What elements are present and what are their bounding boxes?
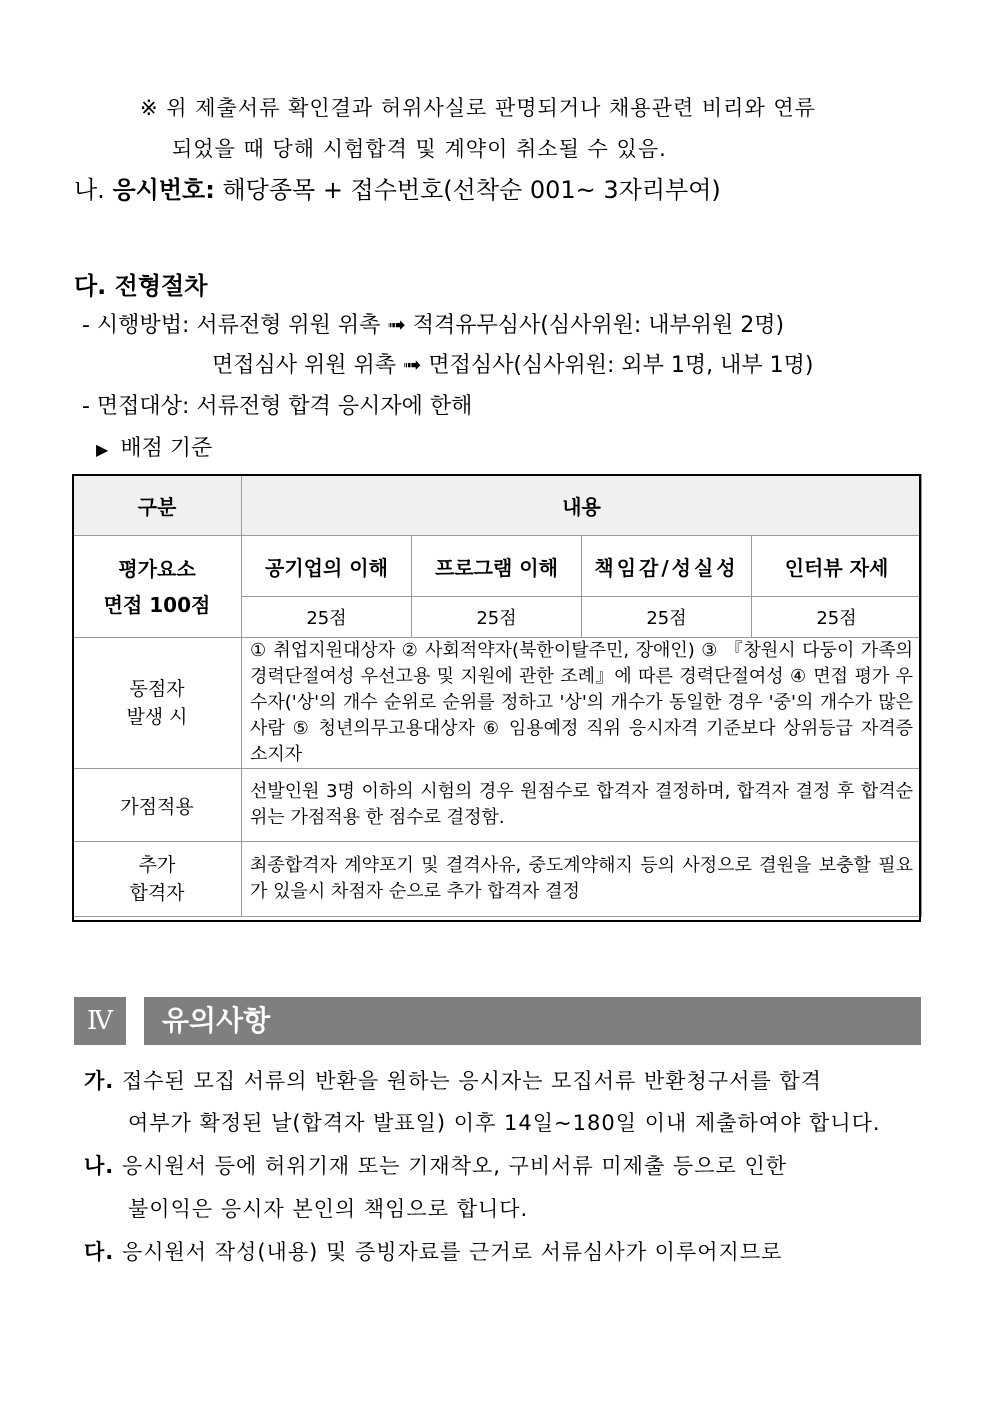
extra-label-2: 합격자 <box>129 882 185 904</box>
exam-number-prefix: 나. <box>74 176 105 204</box>
item-marker: 다. <box>84 1240 115 1264</box>
scoring-table <box>72 474 922 917</box>
table-row <box>73 769 922 842</box>
item-marker: 가. <box>84 1069 115 1093</box>
item-line-1: 응시원서 작성(내용) 및 증빙자료를 근거로 서류심사가 이루어지므로 <box>121 1240 783 1264</box>
extra-text: 최종합격자 계약포기 및 결격사유, 중도계약해지 등의 사정으로 결원을 보충할 필요가 있을시 차점자 순으로 추가 합격자 결정 <box>242 842 922 917</box>
exam-number-text: 해당종목 + 접수번호(선착순 001~ 3자리부여) <box>222 176 721 204</box>
notice-line-1: ※ 위 제출서류 확인결과 허위사실로 판명되거나 채용관련 비리와 연류 <box>140 96 817 120</box>
criteria-label: 배점 기준 <box>120 436 213 461</box>
exam-number-line <box>74 170 721 205</box>
tie-text: ① 취업지원대상자 ② 사회적약자(북한이탈주민, 장애인) ③ 『창원시 다둥이 가족의 경력단절여성 우선고용 및 지원에 관한 조례』에 따른 경력단절여성 ④ 면접 평가 우수자('상'의 개수 순위로 순위를 정하고 '상'의 개수가 동일한 경우 '중'의 개수가 많은 사람 ⑤ 청년의무고용대상자 ⑥ 임용예정 직위 응시자격 기준보다 상위등급 자격증 소지자 <box>242 638 922 769</box>
method-line-1: - 시행방법: 서류전형 위원 위촉 ➟ 적격유무심사(심사위원: 내부위원 2명) <box>82 313 785 338</box>
eval-points: 25점 <box>412 597 582 638</box>
header-category: 구분 <box>73 475 242 536</box>
list-item <box>84 1065 822 1095</box>
eval-label-1: 평가요소 <box>118 556 196 581</box>
triangle-bullet-icon: ▶ <box>96 440 109 459</box>
eval-points: 25점 <box>582 597 752 638</box>
eval-item: 책임감/성실성 <box>582 536 752 597</box>
tie-label-2: 발생 시 <box>126 706 188 728</box>
eval-item: 프로그램 이해 <box>412 536 582 597</box>
list-item <box>84 1236 782 1266</box>
item-line-2: 여부가 확정된 날(합격자 발표일) 이후 14일~180일 이내 제출하여야 합니다. <box>128 1111 881 1135</box>
exam-number-label: 응시번호: <box>112 176 215 204</box>
eval-label-2: 면접 100점 <box>103 592 211 617</box>
procedure-heading: 다. 전형절차 <box>74 272 208 300</box>
section-title: 유의사항 <box>144 997 921 1045</box>
header-content: 내용 <box>242 475 922 536</box>
item-line-1: 응시원서 등에 허위기재 또는 기재착오, 구비서류 미제출 등으로 인한 <box>121 1154 788 1178</box>
table-header-row <box>73 475 922 536</box>
eval-points: 25점 <box>752 597 922 638</box>
table-row <box>73 842 922 917</box>
eval-points: 25점 <box>242 597 412 638</box>
eval-item: 공기업의 이해 <box>242 536 412 597</box>
section-number: Ⅳ <box>74 997 126 1045</box>
criteria-label-line <box>96 431 212 462</box>
extra-label-1: 추가 <box>138 854 176 876</box>
item-marker: 나. <box>84 1154 115 1178</box>
bonus-label: 가점적용 <box>73 769 242 842</box>
method-line-2: 면접심사 위원 위촉 ➟ 면접심사(심사위원: 외부 1명, 내부 1명) <box>212 353 814 378</box>
tie-label-1: 동점자 <box>129 678 185 700</box>
target-line: - 면접대상: 서류전형 합격 응시자에 한해 <box>82 394 473 419</box>
table-row <box>73 638 922 769</box>
table-row <box>73 536 922 597</box>
item-line-2: 불이익은 응시자 본인의 책임으로 합니다. <box>128 1197 529 1221</box>
item-line-1: 접수된 모집 서류의 반환을 원하는 응시자는 모집서류 반환청구서를 합격 <box>121 1069 822 1093</box>
tie-label-cell <box>73 638 242 769</box>
list-item <box>84 1150 787 1180</box>
extra-label-cell <box>73 842 242 917</box>
eval-item: 인터뷰 자세 <box>752 536 922 597</box>
notice-line-2: 되었을 때 당해 시험합격 및 계약이 취소될 수 있음. <box>172 137 667 161</box>
eval-label-cell <box>73 536 242 638</box>
bonus-text: 선발인원 3명 이하의 시험의 경우 원점수로 합격자 결정하며, 합격자 결정 후 합격순위는 가점적용 한 점수로 결정함. <box>242 769 922 842</box>
